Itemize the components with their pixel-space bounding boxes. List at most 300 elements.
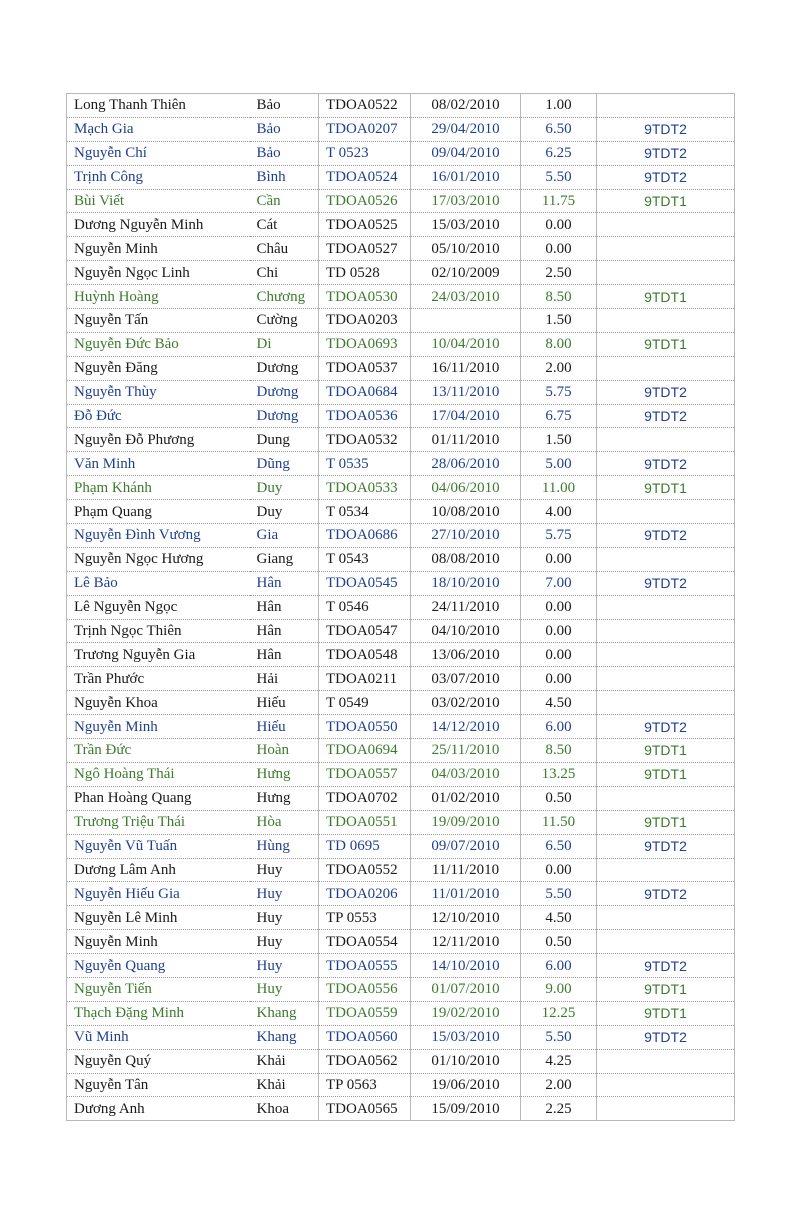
birth-date-cell: 12/10/2010 <box>411 906 521 930</box>
student-code-cell: TDOA0533 <box>319 476 411 500</box>
student-code-cell: TDOA0552 <box>319 858 411 882</box>
first-name-cell: Huy <box>250 858 319 882</box>
table-row <box>67 165 735 189</box>
score-cell: 1.00 <box>521 94 597 118</box>
class-cell <box>597 309 735 333</box>
roster-body <box>67 94 735 1121</box>
score-cell: 5.75 <box>521 524 597 548</box>
score-cell: 2.00 <box>521 356 597 380</box>
birth-date-cell: 19/09/2010 <box>411 810 521 834</box>
last-name-cell: Phạm Khánh <box>67 476 250 500</box>
last-name-cell: Lê Nguyễn Ngọc <box>67 595 250 619</box>
table-row <box>67 117 735 141</box>
table-row <box>67 189 735 213</box>
birth-date-cell: 04/03/2010 <box>411 762 521 786</box>
class-cell: 9TDT2 <box>597 141 735 165</box>
class-cell: 9TDT1 <box>597 762 735 786</box>
birth-date-cell: 14/12/2010 <box>411 715 521 739</box>
student-code-cell: TP 0553 <box>319 906 411 930</box>
first-name-cell: Khang <box>250 1025 319 1049</box>
student-code-cell: TDOA0527 <box>319 237 411 261</box>
last-name-cell: Nguyễn Tiến <box>67 977 250 1001</box>
student-code-cell: TDOA0525 <box>319 213 411 237</box>
student-code-cell: TD 0695 <box>319 834 411 858</box>
last-name-cell: Nguyễn Ngọc Hương <box>67 547 250 571</box>
birth-date-cell: 24/11/2010 <box>411 595 521 619</box>
student-code-cell: T 0549 <box>319 691 411 715</box>
class-cell: 9TDT2 <box>597 954 735 978</box>
birth-date-cell: 01/10/2010 <box>411 1049 521 1073</box>
student-code-cell: T 0546 <box>319 595 411 619</box>
table-row <box>67 882 735 906</box>
first-name-cell: Gia <box>250 524 319 548</box>
student-code-cell: TDOA0554 <box>319 930 411 954</box>
first-name-cell: Hiếu <box>250 691 319 715</box>
birth-date-cell: 13/06/2010 <box>411 643 521 667</box>
first-name-cell: Di <box>250 332 319 356</box>
last-name-cell: Nguyễn Hiếu Gia <box>67 882 250 906</box>
class-cell <box>597 643 735 667</box>
score-cell: 11.00 <box>521 476 597 500</box>
table-row <box>67 954 735 978</box>
last-name-cell: Nguyễn Quang <box>67 954 250 978</box>
class-cell: 9TDT1 <box>597 739 735 763</box>
table-row <box>67 261 735 285</box>
birth-date-cell: 03/07/2010 <box>411 667 521 691</box>
first-name-cell: Cường <box>250 309 319 333</box>
score-cell: 7.00 <box>521 571 597 595</box>
score-cell: 0.00 <box>521 643 597 667</box>
first-name-cell: Duy <box>250 500 319 524</box>
class-cell: 9TDT2 <box>597 1025 735 1049</box>
score-cell: 5.50 <box>521 882 597 906</box>
birth-date-cell: 09/04/2010 <box>411 141 521 165</box>
first-name-cell: Bảo <box>250 117 319 141</box>
last-name-cell: Nguyễn Vũ Tuấn <box>67 834 250 858</box>
score-cell: 0.00 <box>521 213 597 237</box>
table-row <box>67 595 735 619</box>
birth-date-cell: 09/07/2010 <box>411 834 521 858</box>
first-name-cell: Cát <box>250 213 319 237</box>
last-name-cell: Nguyễn Tân <box>67 1073 250 1097</box>
birth-date-cell: 19/02/2010 <box>411 1001 521 1025</box>
birth-date-cell: 28/06/2010 <box>411 452 521 476</box>
table-row <box>67 715 735 739</box>
table-row <box>67 237 735 261</box>
score-cell: 0.00 <box>521 595 597 619</box>
student-code-cell: TDOA0684 <box>319 380 411 404</box>
class-cell <box>597 691 735 715</box>
score-cell: 0.00 <box>521 858 597 882</box>
birth-date-cell: 08/02/2010 <box>411 94 521 118</box>
last-name-cell: Long Thanh Thiên <box>67 94 250 118</box>
student-code-cell: TDOA0550 <box>319 715 411 739</box>
table-row <box>67 834 735 858</box>
birth-date-cell: 14/10/2010 <box>411 954 521 978</box>
class-cell <box>597 500 735 524</box>
table-row <box>67 1001 735 1025</box>
first-name-cell: Duy <box>250 476 319 500</box>
last-name-cell: Nguyễn Đức Bảo <box>67 332 250 356</box>
student-code-cell: TDOA0537 <box>319 356 411 380</box>
first-name-cell: Huy <box>250 930 319 954</box>
student-code-cell: TDOA0555 <box>319 954 411 978</box>
last-name-cell: Trương Nguyễn Gia <box>67 643 250 667</box>
class-cell: 9TDT1 <box>597 285 735 309</box>
score-cell: 12.25 <box>521 1001 597 1025</box>
class-cell <box>597 858 735 882</box>
score-cell: 0.00 <box>521 237 597 261</box>
class-cell: 9TDT2 <box>597 452 735 476</box>
student-code-cell: TDOA0702 <box>319 786 411 810</box>
student-code-cell: TDOA0526 <box>319 189 411 213</box>
first-name-cell: Dương <box>250 356 319 380</box>
last-name-cell: Nguyễn Đình Vương <box>67 524 250 548</box>
class-cell: 9TDT1 <box>597 332 735 356</box>
class-cell: 9TDT2 <box>597 165 735 189</box>
student-code-cell: TDOA0524 <box>319 165 411 189</box>
score-cell: 5.00 <box>521 452 597 476</box>
last-name-cell: Phan Hoàng Quang <box>67 786 250 810</box>
last-name-cell: Nguyễn Minh <box>67 715 250 739</box>
table-row <box>67 1073 735 1097</box>
table-row <box>67 309 735 333</box>
student-code-cell: TDOA0560 <box>319 1025 411 1049</box>
student-code-cell: TDOA0545 <box>319 571 411 595</box>
class-cell <box>597 356 735 380</box>
score-cell: 2.00 <box>521 1073 597 1097</box>
birth-date-cell: 08/08/2010 <box>411 547 521 571</box>
class-cell: 9TDT2 <box>597 571 735 595</box>
first-name-cell: Dung <box>250 428 319 452</box>
table-row <box>67 643 735 667</box>
last-name-cell: Nguyễn Khoa <box>67 691 250 715</box>
birth-date-cell: 25/11/2010 <box>411 739 521 763</box>
first-name-cell: Châu <box>250 237 319 261</box>
class-cell: 9TDT2 <box>597 834 735 858</box>
student-code-cell: TDOA0532 <box>319 428 411 452</box>
last-name-cell: Lê Bảo <box>67 571 250 595</box>
birth-date-cell <box>411 309 521 333</box>
class-cell <box>597 261 735 285</box>
last-name-cell: Trịnh Công <box>67 165 250 189</box>
student-code-cell: T 0535 <box>319 452 411 476</box>
last-name-cell: Dương Lâm Anh <box>67 858 250 882</box>
first-name-cell: Bình <box>250 165 319 189</box>
first-name-cell: Huy <box>250 906 319 930</box>
first-name-cell: Chi <box>250 261 319 285</box>
first-name-cell: Hân <box>250 595 319 619</box>
score-cell: 11.50 <box>521 810 597 834</box>
score-cell: 6.50 <box>521 117 597 141</box>
class-cell <box>597 619 735 643</box>
class-cell <box>597 94 735 118</box>
first-name-cell: Hân <box>250 619 319 643</box>
score-cell: 4.25 <box>521 1049 597 1073</box>
birth-date-cell: 27/10/2010 <box>411 524 521 548</box>
score-cell: 6.00 <box>521 715 597 739</box>
birth-date-cell: 04/06/2010 <box>411 476 521 500</box>
class-cell: 9TDT2 <box>597 882 735 906</box>
student-code-cell: TDOA0206 <box>319 882 411 906</box>
first-name-cell: Hùng <box>250 834 319 858</box>
class-cell <box>597 547 735 571</box>
birth-date-cell: 01/02/2010 <box>411 786 521 810</box>
student-roster-table <box>66 93 735 1121</box>
table-row <box>67 547 735 571</box>
class-cell <box>597 1073 735 1097</box>
birth-date-cell: 10/04/2010 <box>411 332 521 356</box>
birth-date-cell: 11/11/2010 <box>411 858 521 882</box>
score-cell: 6.50 <box>521 834 597 858</box>
first-name-cell: Hiếu <box>250 715 319 739</box>
student-code-cell: TDOA0548 <box>319 643 411 667</box>
table-row <box>67 667 735 691</box>
student-code-cell: TD 0528 <box>319 261 411 285</box>
score-cell: 0.50 <box>521 786 597 810</box>
birth-date-cell: 13/11/2010 <box>411 380 521 404</box>
birth-date-cell: 29/04/2010 <box>411 117 521 141</box>
student-code-cell: TDOA0551 <box>319 810 411 834</box>
student-code-cell: TDOA0693 <box>319 332 411 356</box>
score-cell: 5.50 <box>521 165 597 189</box>
last-name-cell: Nguyễn Đăng <box>67 356 250 380</box>
class-cell <box>597 595 735 619</box>
table-row <box>67 94 735 118</box>
last-name-cell: Trần Phước <box>67 667 250 691</box>
student-code-cell: TDOA0562 <box>319 1049 411 1073</box>
class-cell: 9TDT2 <box>597 404 735 428</box>
class-cell <box>597 930 735 954</box>
last-name-cell: Dương Nguyễn Minh <box>67 213 250 237</box>
score-cell: 5.75 <box>521 380 597 404</box>
class-cell <box>597 1097 735 1121</box>
first-name-cell: Huy <box>250 882 319 906</box>
score-cell: 11.75 <box>521 189 597 213</box>
student-code-cell: TDOA0694 <box>319 739 411 763</box>
first-name-cell: Huy <box>250 954 319 978</box>
score-cell: 0.50 <box>521 930 597 954</box>
last-name-cell: Nguyễn Ngọc Linh <box>67 261 250 285</box>
score-cell: 2.25 <box>521 1097 597 1121</box>
student-code-cell: TDOA0556 <box>319 977 411 1001</box>
first-name-cell: Hưng <box>250 762 319 786</box>
first-name-cell: Giang <box>250 547 319 571</box>
student-code-cell: TP 0563 <box>319 1073 411 1097</box>
birth-date-cell: 02/10/2009 <box>411 261 521 285</box>
last-name-cell: Nguyễn Chí <box>67 141 250 165</box>
last-name-cell: Nguyễn Quý <box>67 1049 250 1073</box>
student-code-cell: TDOA0565 <box>319 1097 411 1121</box>
student-code-cell: T 0523 <box>319 141 411 165</box>
first-name-cell: Khoa <box>250 1097 319 1121</box>
first-name-cell: Khải <box>250 1073 319 1097</box>
birth-date-cell: 15/09/2010 <box>411 1097 521 1121</box>
birth-date-cell: 04/10/2010 <box>411 619 521 643</box>
student-code-cell: T 0543 <box>319 547 411 571</box>
student-code-cell: T 0534 <box>319 500 411 524</box>
score-cell: 8.50 <box>521 739 597 763</box>
birth-date-cell: 15/03/2010 <box>411 213 521 237</box>
table-row <box>67 524 735 548</box>
birth-date-cell: 01/07/2010 <box>411 977 521 1001</box>
student-code-cell: TDOA0557 <box>319 762 411 786</box>
score-cell: 5.50 <box>521 1025 597 1049</box>
first-name-cell: Hân <box>250 571 319 595</box>
last-name-cell: Trương Triệu Thái <box>67 810 250 834</box>
class-cell <box>597 237 735 261</box>
score-cell: 2.50 <box>521 261 597 285</box>
last-name-cell: Ngô Hoàng Thái <box>67 762 250 786</box>
class-cell: 9TDT1 <box>597 977 735 1001</box>
table-row <box>67 571 735 595</box>
table-row <box>67 476 735 500</box>
birth-date-cell: 11/01/2010 <box>411 882 521 906</box>
table-row <box>67 858 735 882</box>
table-row <box>67 213 735 237</box>
student-code-cell: TDOA0686 <box>319 524 411 548</box>
last-name-cell: Huỳnh Hoàng <box>67 285 250 309</box>
first-name-cell: Dương <box>250 380 319 404</box>
table-row <box>67 930 735 954</box>
birth-date-cell: 17/04/2010 <box>411 404 521 428</box>
table-row <box>67 977 735 1001</box>
table-row <box>67 356 735 380</box>
first-name-cell: Bảo <box>250 141 319 165</box>
last-name-cell: Thạch Đặng Minh <box>67 1001 250 1025</box>
birth-date-cell: 24/03/2010 <box>411 285 521 309</box>
first-name-cell: Hân <box>250 643 319 667</box>
first-name-cell: Khải <box>250 1049 319 1073</box>
first-name-cell: Hải <box>250 667 319 691</box>
student-code-cell: TDOA0559 <box>319 1001 411 1025</box>
first-name-cell: Hoàn <box>250 739 319 763</box>
last-name-cell: Vũ Minh <box>67 1025 250 1049</box>
score-cell: 6.25 <box>521 141 597 165</box>
table-row <box>67 404 735 428</box>
birth-date-cell: 16/01/2010 <box>411 165 521 189</box>
score-cell: 0.00 <box>521 547 597 571</box>
table-row <box>67 691 735 715</box>
table-row <box>67 380 735 404</box>
table-row <box>67 1049 735 1073</box>
last-name-cell: Văn Minh <box>67 452 250 476</box>
birth-date-cell: 03/02/2010 <box>411 691 521 715</box>
birth-date-cell: 17/03/2010 <box>411 189 521 213</box>
first-name-cell: Hưng <box>250 786 319 810</box>
first-name-cell: Chương <box>250 285 319 309</box>
birth-date-cell: 12/11/2010 <box>411 930 521 954</box>
student-code-cell: TDOA0536 <box>319 404 411 428</box>
class-cell: 9TDT2 <box>597 524 735 548</box>
class-cell: 9TDT2 <box>597 117 735 141</box>
student-code-cell: TDOA0547 <box>319 619 411 643</box>
score-cell: 0.00 <box>521 619 597 643</box>
class-cell: 9TDT1 <box>597 810 735 834</box>
table-row <box>67 285 735 309</box>
table-row <box>67 452 735 476</box>
first-name-cell: Hòa <box>250 810 319 834</box>
table-row <box>67 906 735 930</box>
score-cell: 1.50 <box>521 309 597 333</box>
class-cell <box>597 906 735 930</box>
score-cell: 8.50 <box>521 285 597 309</box>
table-row <box>67 619 735 643</box>
score-cell: 4.50 <box>521 691 597 715</box>
last-name-cell: Phạm Quang <box>67 500 250 524</box>
score-cell: 0.00 <box>521 667 597 691</box>
student-code-cell: TDOA0530 <box>319 285 411 309</box>
last-name-cell: Nguyễn Lê Minh <box>67 906 250 930</box>
score-cell: 8.00 <box>521 332 597 356</box>
score-cell: 9.00 <box>521 977 597 1001</box>
class-cell <box>597 428 735 452</box>
last-name-cell: Mạch Gia <box>67 117 250 141</box>
birth-date-cell: 15/03/2010 <box>411 1025 521 1049</box>
student-code-cell: TDOA0207 <box>319 117 411 141</box>
student-code-cell: TDOA0203 <box>319 309 411 333</box>
score-cell: 6.00 <box>521 954 597 978</box>
class-cell: 9TDT2 <box>597 715 735 739</box>
student-code-cell: TDOA0522 <box>319 94 411 118</box>
score-cell: 4.50 <box>521 906 597 930</box>
table-row <box>67 810 735 834</box>
last-name-cell: Nguyễn Tấn <box>67 309 250 333</box>
table-row <box>67 762 735 786</box>
last-name-cell: Trịnh Ngọc Thiên <box>67 619 250 643</box>
table-row <box>67 141 735 165</box>
last-name-cell: Nguyễn Minh <box>67 930 250 954</box>
table-row <box>67 428 735 452</box>
class-cell <box>597 786 735 810</box>
score-cell: 13.25 <box>521 762 597 786</box>
last-name-cell: Trần Đức <box>67 739 250 763</box>
table-row <box>67 1025 735 1049</box>
class-cell <box>597 1049 735 1073</box>
class-cell <box>597 213 735 237</box>
last-name-cell: Đỗ Đức <box>67 404 250 428</box>
first-name-cell: Bảo <box>250 94 319 118</box>
score-cell: 4.00 <box>521 500 597 524</box>
table-row <box>67 739 735 763</box>
last-name-cell: Nguyễn Minh <box>67 237 250 261</box>
first-name-cell: Khang <box>250 1001 319 1025</box>
first-name-cell: Dương <box>250 404 319 428</box>
last-name-cell: Bùi Viết <box>67 189 250 213</box>
class-cell <box>597 667 735 691</box>
student-code-cell: TDOA0211 <box>319 667 411 691</box>
class-cell: 9TDT1 <box>597 476 735 500</box>
first-name-cell: Cần <box>250 189 319 213</box>
last-name-cell: Nguyễn Thùy <box>67 380 250 404</box>
score-cell: 1.50 <box>521 428 597 452</box>
table-row <box>67 1097 735 1121</box>
class-cell: 9TDT2 <box>597 380 735 404</box>
birth-date-cell: 16/11/2010 <box>411 356 521 380</box>
table-row <box>67 786 735 810</box>
table-row <box>67 332 735 356</box>
class-cell: 9TDT1 <box>597 1001 735 1025</box>
score-cell: 6.75 <box>521 404 597 428</box>
birth-date-cell: 18/10/2010 <box>411 571 521 595</box>
last-name-cell: Nguyễn Đỗ Phương <box>67 428 250 452</box>
first-name-cell: Dũng <box>250 452 319 476</box>
class-cell: 9TDT1 <box>597 189 735 213</box>
birth-date-cell: 19/06/2010 <box>411 1073 521 1097</box>
birth-date-cell: 05/10/2010 <box>411 237 521 261</box>
birth-date-cell: 10/08/2010 <box>411 500 521 524</box>
last-name-cell: Dương Anh <box>67 1097 250 1121</box>
